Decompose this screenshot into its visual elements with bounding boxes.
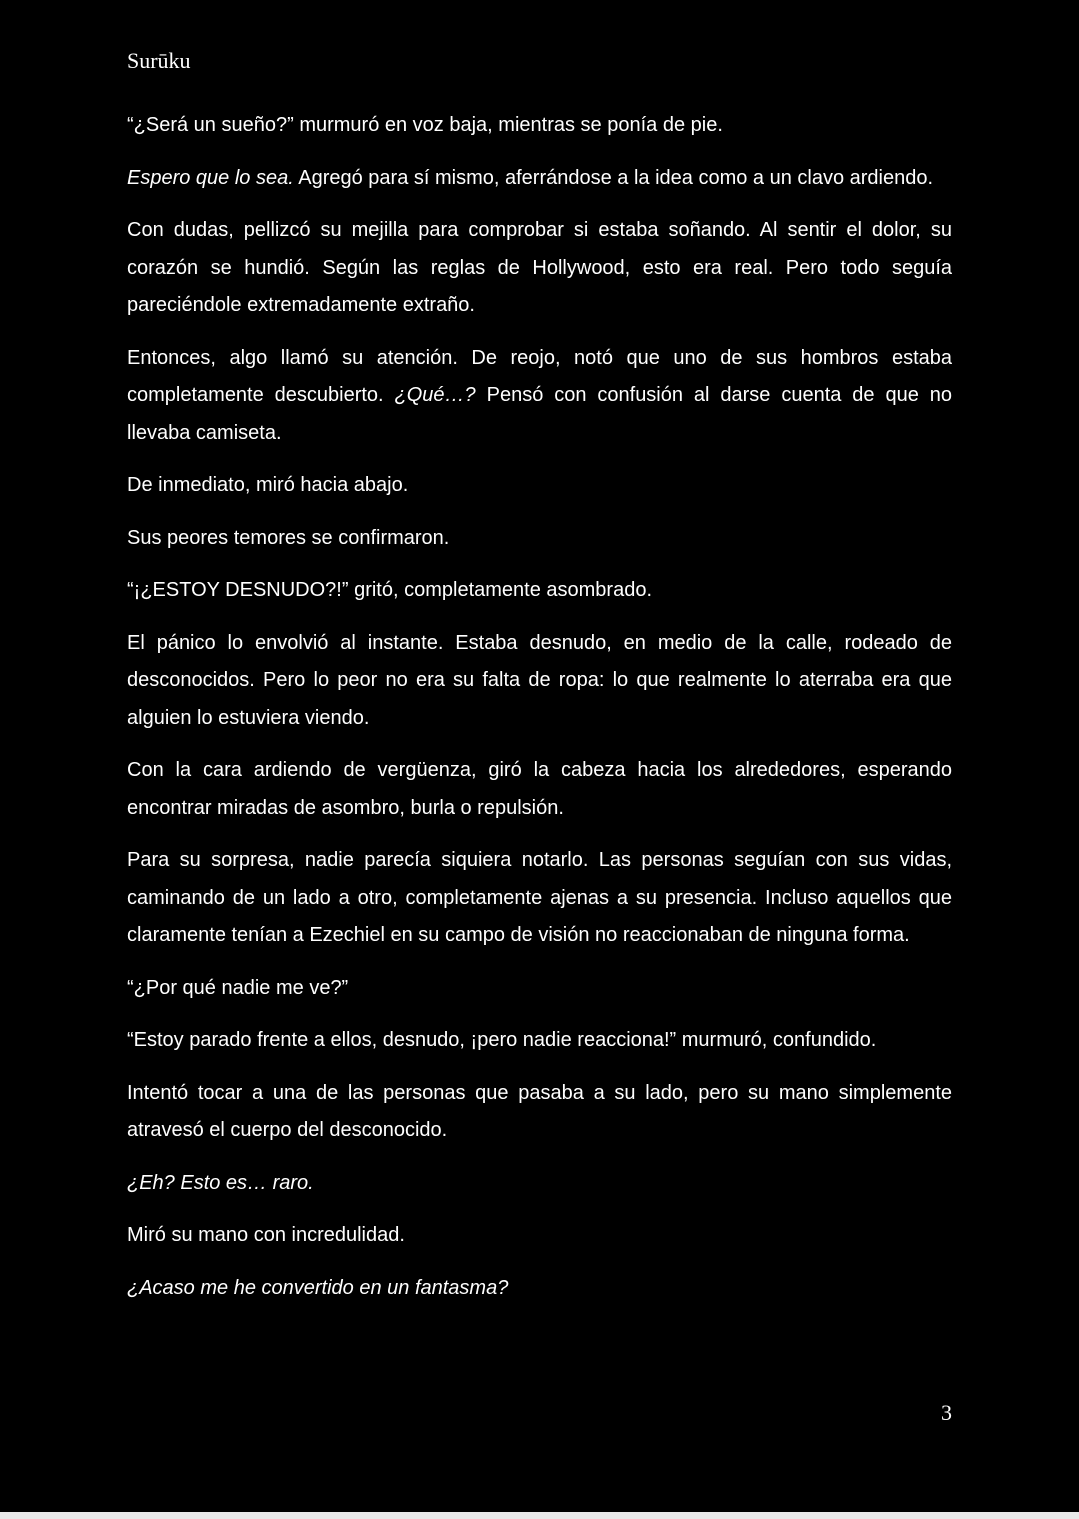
page-bottom-edge <box>0 1512 1079 1519</box>
paragraph <box>127 625 952 738</box>
paragraph <box>127 752 952 827</box>
italic-text: ¿Qué…? <box>394 384 476 406</box>
italic-text: ¿Acaso me he convertido en un fantasma? <box>127 1276 509 1299</box>
text-run: “Estoy parado frente a ellos, desnudo, ¡pero nadie reacciona!” murmuró, confundido. <box>127 1029 877 1051</box>
paragraph <box>127 970 952 1008</box>
italic-text: Espero que lo sea. <box>127 166 294 189</box>
paragraph <box>127 842 952 955</box>
text-run: “¿Por qué nadie me ve?” <box>127 976 349 999</box>
text-run: Intentó tocar a una de las personas que pasaba a su lado, pero su mano simplemente atravesó el cuerpo del desconocido. <box>127 1081 952 1141</box>
text-run: Con dudas, pellizcó su mejilla para comprobar si estaba soñando. Al sentir el dolor, su corazón se hundió. Según las reglas de Hollywood, esto era real. Pero todo seguía pareciéndole extremadamente extraño. <box>127 219 952 316</box>
page-number: 3 <box>941 1400 952 1425</box>
paragraph <box>127 212 952 325</box>
italic-text: ¿Eh? Esto es… raro. <box>127 1171 314 1194</box>
paragraph <box>127 1075 952 1150</box>
paragraph <box>127 1165 952 1203</box>
text-run: De inmediato, miró hacia abajo. <box>127 474 409 496</box>
text-run: “¡¿ESTOY DESNUDO?!” gritó, completamente asombrado. <box>127 579 652 601</box>
paragraph <box>127 160 952 198</box>
text-run: “¿Será un sueño?” murmuró en voz baja, mientras se ponía de pie. <box>127 114 723 136</box>
text-run: Con la cara ardiendo de vergüenza, giró la cabeza hacia los alrededores, esperando encontrar miradas de asombro, burla o repulsión. <box>127 759 952 819</box>
body-text <box>127 107 952 1322</box>
text-run: Agregó para sí mismo, aferrándose a la idea como a un clavo ardiendo. <box>293 166 934 189</box>
paragraph <box>127 1270 952 1308</box>
paragraph <box>127 1022 952 1060</box>
text-run: Sus peores temores se confirmaron. <box>127 526 450 549</box>
text-run: Entonces, algo llamó su atención. De reojo, notó que uno de sus hombros estaba completamente descubierto. <box>127 346 952 406</box>
text-run: Miró su mano con incredulidad. <box>127 1224 405 1246</box>
running-header: Surūku <box>127 48 191 73</box>
text-run: Pensó con confusión al darse cuenta de que no llevaba camiseta. <box>127 384 952 444</box>
text-run: Para su sorpresa, nadie parecía siquiera notarlo. Las personas seguían con sus vidas, caminando de un lado a otro, completamente ajenas a su presencia. Incluso aquellos que claramente tenían a Ezechiel en su campo de visión no reaccionaban de ninguna forma. <box>127 849 952 946</box>
text-run: El pánico lo envolvió al instante. Estaba desnudo, en medio de la calle, rodeado de desconocidos. Pero lo peor no era su falta de ropa: lo que realmente lo aterraba era que alguien lo estuviera viendo. <box>127 631 952 729</box>
paragraph <box>127 467 952 505</box>
paragraph <box>127 107 952 145</box>
paragraph <box>127 520 952 558</box>
paragraph <box>127 340 952 453</box>
paragraph <box>127 1217 952 1255</box>
paragraph <box>127 572 952 610</box>
